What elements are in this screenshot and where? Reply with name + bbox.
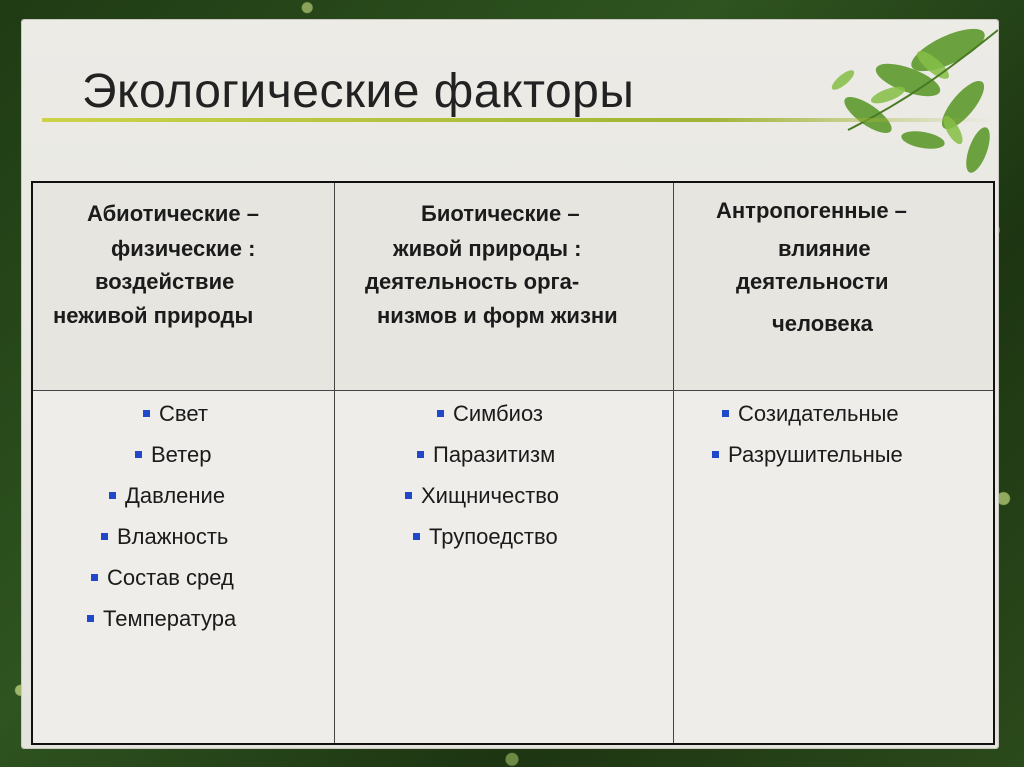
- header-line: деятельность орга-: [365, 269, 580, 294]
- header-line: физические :: [111, 236, 256, 261]
- bullet-square-icon: [712, 451, 719, 458]
- header-line: живой природы :: [393, 236, 582, 261]
- bullet-square-icon: [722, 410, 729, 417]
- header-line: неживой природы: [53, 303, 254, 328]
- bullet-square-icon: [143, 410, 150, 417]
- body-cell-biotic: [335, 391, 674, 743]
- slide: [22, 20, 998, 748]
- bullet-square-icon: [437, 410, 444, 417]
- bullet-square-icon: [101, 533, 108, 540]
- header-line: деятельности: [736, 269, 889, 294]
- list-item: Состав сред: [91, 565, 234, 591]
- slide-title: Экологические факторы: [82, 65, 635, 118]
- header-line: Антропогенные –: [716, 198, 907, 223]
- list-item: Влажность: [101, 524, 228, 550]
- header-cell-anthropogenic: [674, 183, 993, 391]
- bullet-square-icon: [135, 451, 142, 458]
- body-cell-anthropogenic: [674, 391, 993, 743]
- body-cell-abiotic: [33, 391, 335, 743]
- bullet-square-icon: [417, 451, 424, 458]
- header-line: Биотические –: [421, 201, 580, 226]
- header-line: низмов и форм жизни: [377, 303, 618, 328]
- list-item: Созидательные: [722, 401, 899, 427]
- header-line: влияние: [778, 236, 871, 261]
- header-line: Абиотические –: [87, 201, 259, 226]
- header-line: воздействие: [95, 269, 235, 294]
- bullet-square-icon: [87, 615, 94, 622]
- list-item: Симбиоз: [437, 401, 543, 427]
- list-item: Паразитизм: [417, 442, 555, 468]
- list-item: Температура: [87, 606, 236, 632]
- header-line: человека: [772, 311, 873, 336]
- header-cell-biotic: [335, 183, 674, 391]
- list-item: Хищничество: [405, 483, 559, 509]
- list-item: Ветер: [135, 442, 211, 468]
- bullet-square-icon: [405, 492, 412, 499]
- header-cell-abiotic: [33, 183, 335, 391]
- leaves-decoration-icon: [748, 20, 998, 200]
- title-underline: [42, 118, 992, 122]
- bullet-square-icon: [413, 533, 420, 540]
- bullet-square-icon: [109, 492, 116, 499]
- factors-table: [31, 181, 995, 745]
- list-item: Давление: [109, 483, 225, 509]
- list-item: Трупоедство: [413, 524, 558, 550]
- list-item: Свет: [143, 401, 208, 427]
- bullet-square-icon: [91, 574, 98, 581]
- list-item: Разрушительные: [712, 442, 903, 468]
